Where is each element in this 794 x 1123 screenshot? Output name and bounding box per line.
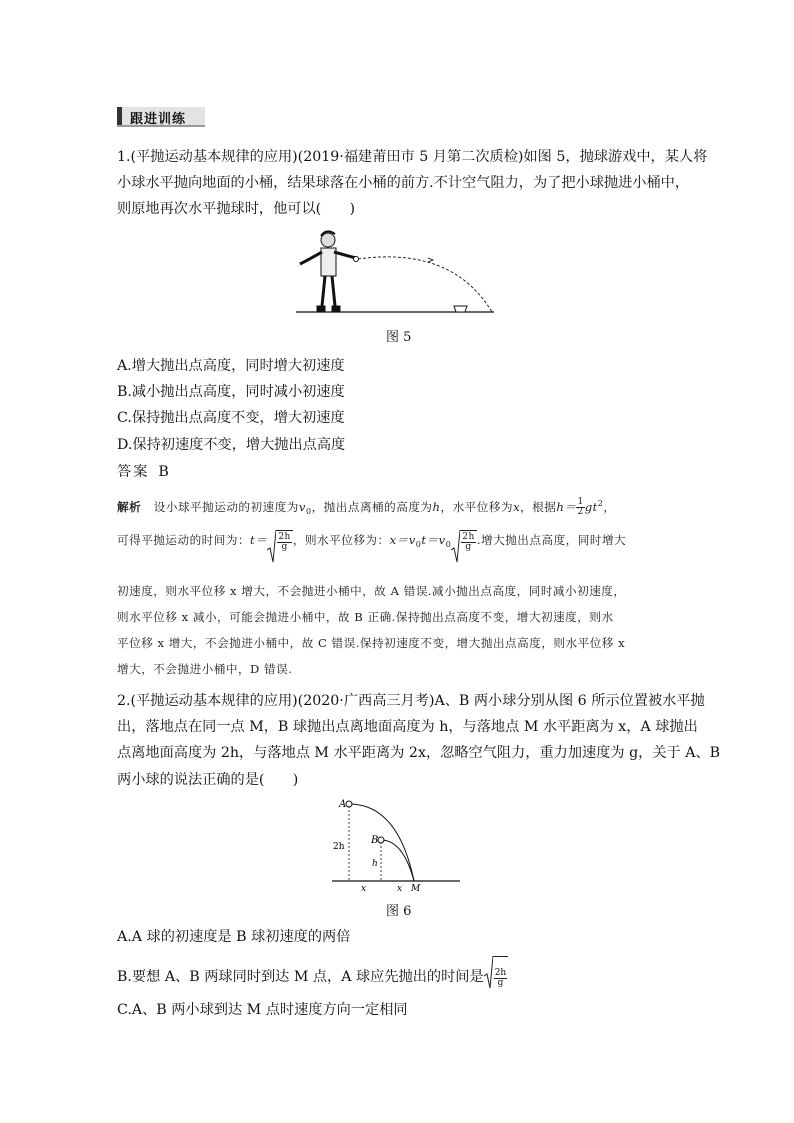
- q2-stem-line-2: 出，落地点在同一点 M，B 球抛出点离地面高度为 h，与落地点 M 水平距离为 x，A 球抛出: [117, 719, 698, 735]
- formula-t: t＝: [250, 532, 268, 547]
- q2-stem-line-3: 点离地面高度为 2h，与落地点 M 水平距离为 2x，忽略空气阻力，重力加速度为 g，关于 A、B: [117, 745, 721, 761]
- ball-b: [378, 837, 384, 843]
- q2-option-c: C.A、B 两小球到达 M 点时速度方向一定相同: [117, 1002, 408, 1018]
- q2-stem-line-4: 两小球的说法正确的是( ): [117, 772, 299, 788]
- q1-stem-line-3: 则原地再次水平抛球时，他可以( ): [117, 201, 356, 217]
- q2-option-b-text: B.要想 A、B 两球同时到达 M 点，A 球应先抛出的时间是: [117, 969, 484, 985]
- sqrt-2h-over-g-option: [484, 956, 509, 998]
- formula-x: x＝v: [389, 532, 416, 547]
- analysis-text: ，水平位移为: [440, 499, 514, 514]
- frac-num: 2h: [462, 531, 475, 542]
- label-x2: x: [397, 884, 403, 894]
- label-B: B: [371, 835, 379, 846]
- section-header-bar: [117, 107, 122, 125]
- thrower-person: [300, 231, 356, 311]
- ball: [354, 257, 359, 262]
- fraction-half: [576, 498, 584, 517]
- q1-option-c: C.保持抛出点高度不变，增大初速度: [117, 410, 345, 426]
- symbol-sub: 0: [415, 540, 422, 550]
- frac-den: 2: [577, 507, 584, 518]
- frac-den: g: [281, 541, 288, 552]
- answer-value: B: [158, 464, 169, 480]
- sqrt-2h-over-g: [267, 530, 293, 552]
- figure-5-thrower-illustration: [292, 228, 502, 320]
- analysis-text: ，根据: [520, 499, 557, 514]
- frac-num: 2h: [494, 967, 507, 978]
- formula-h: h＝: [556, 499, 577, 514]
- frac-num: 2h: [278, 531, 291, 542]
- analysis-line-4: 则水平位移 x 减小，可能会抛进小桶中，故 B 正确.保持抛出点高度不变，增大初速度，则水: [117, 610, 614, 624]
- sqrt-2h-over-g-2: [451, 530, 477, 552]
- q1-option-d: D.保持初速度不变，增大抛出点高度: [117, 437, 346, 453]
- answer-label: 答案: [117, 464, 150, 480]
- q1-stem-line-1: 1.(平抛运动基本规律的应用)(2019·福建莆田市 5 月第二次质检)如图 5，抛球游戏中，某人将: [117, 149, 708, 165]
- q1-option-b: B.减小抛出点高度，同时减小初速度: [117, 384, 345, 400]
- symbol-sub: 0: [305, 507, 312, 517]
- analysis-text: ，抛出点离桶的高度为: [311, 499, 433, 514]
- figure-5-caption: 图 5: [386, 330, 412, 345]
- analysis-text: .增大抛出点高度，同时增大: [476, 532, 627, 547]
- symbol-h: h: [432, 499, 441, 514]
- figure-6-projectile-diagram: [328, 798, 464, 894]
- q2-option-b: [117, 956, 508, 998]
- analysis-line-1: [117, 495, 616, 521]
- analysis-line-2: [117, 530, 626, 554]
- label-h: h: [372, 859, 378, 869]
- analysis-text: ，: [603, 499, 616, 514]
- frac-den: g: [465, 541, 472, 552]
- q1-option-a: A.增大抛出点高度，同时增大初速度: [117, 358, 345, 374]
- label-2h: 2h: [333, 842, 345, 852]
- section-header: [117, 107, 205, 127]
- analysis-line-5: 平位移 x 增大，不会抛进小桶中，故 C 错误.保持初速度不变，增大抛出点高度，则水平位移 x: [117, 636, 626, 650]
- frac-den: g: [497, 977, 504, 988]
- formula-gt: gt: [584, 499, 598, 514]
- analysis-text: 设小球平抛运动的初速度为: [153, 499, 299, 514]
- bucket: [454, 306, 467, 312]
- symbol-v: v: [298, 499, 306, 514]
- label-M: M: [411, 884, 421, 894]
- analysis-text: 可得平抛运动的时间为：: [117, 532, 251, 547]
- label-A: A: [339, 799, 347, 810]
- section-title: 跟进训练: [130, 112, 187, 127]
- analysis-text: ，则水平位移为：: [292, 532, 390, 547]
- analysis-line-3: 初速度，则水平位移 x 增大，不会抛进小桶中，故 A 错误.减小抛出点高度，同时减小初速度，: [117, 584, 626, 598]
- formula-x-mid: t＝v: [421, 532, 446, 547]
- symbol-x: x: [513, 499, 521, 514]
- q1-answer: [117, 462, 169, 482]
- trajectory-curve: [358, 257, 492, 312]
- analysis-label: 解析: [117, 499, 142, 514]
- superscript: 2: [597, 499, 604, 508]
- frac-num: 1: [577, 497, 584, 508]
- symbol-sub: 0: [445, 540, 452, 550]
- figure-6-caption: 图 6: [386, 904, 412, 919]
- ball-a: [346, 801, 352, 807]
- analysis-line-6: 增大，不会抛进小桶中，D 错误.: [117, 662, 293, 676]
- label-x1: x: [361, 884, 367, 894]
- q1-stem-line-2: 小球水平抛向地面的小桶，结果球落在小桶的前方.不计空气阻力，为了把小球抛进小桶中，: [117, 175, 690, 191]
- q2-stem-line-1: 2.(平抛运动基本规律的应用)(2020·广西高三月考)A、B 两小球分别从图 6 所示位置被水平抛: [117, 693, 705, 709]
- q2-option-a: A.A 球的初速度是 B 球初速度的两倍: [117, 929, 351, 945]
